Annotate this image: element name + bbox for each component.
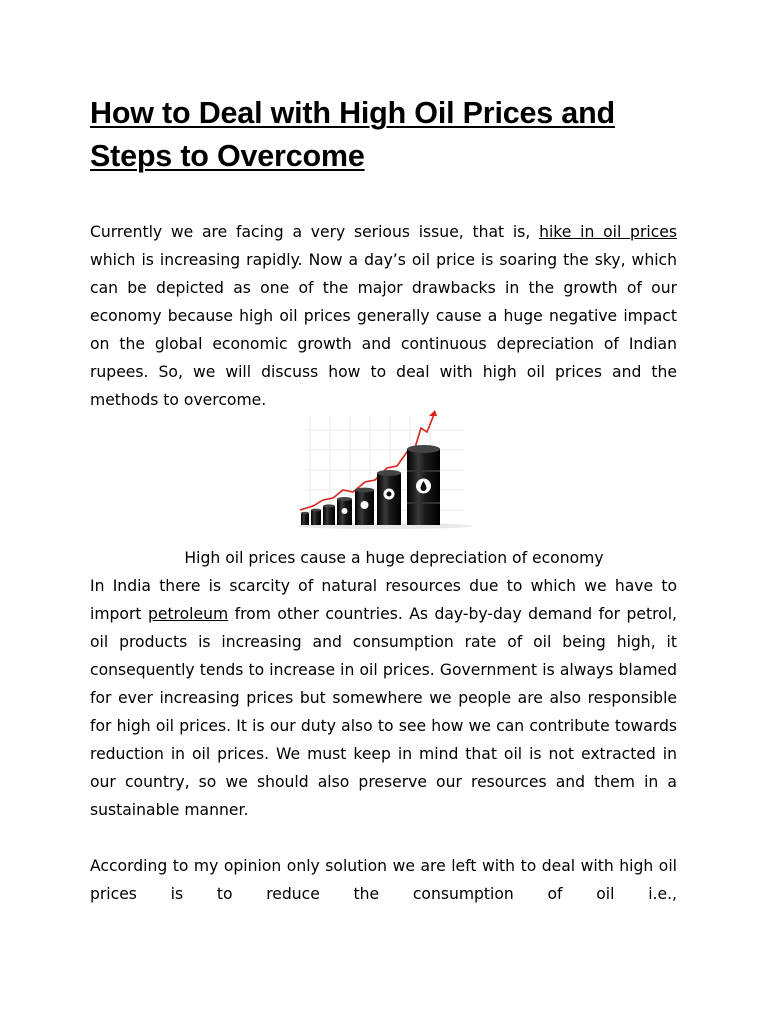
intro-paragraph — [90, 218, 677, 414]
body-paragraph — [90, 572, 677, 824]
barrel-1 — [301, 512, 309, 525]
barrel-2 — [311, 509, 321, 525]
barrel-6 — [377, 470, 401, 525]
oil-barrels-chart-image — [295, 410, 475, 530]
barrel-5 — [355, 488, 374, 525]
figure-caption: High oil prices cause a huge depreciation of economy — [184, 549, 604, 567]
body-text-start: In India there is scarcity of natural resources due to which we have to import — [90, 577, 677, 623]
intro-text-start: Currently we are facing a very serious issue, that is, — [90, 223, 540, 241]
barrel-4 — [337, 497, 352, 525]
barrel-3 — [323, 504, 335, 525]
hike-in-oil-prices-link[interactable]: hike in oil prices — [539, 223, 677, 241]
body-text-end: from other countries. As day-by-day demand for petrol, oil products is increasing and consumption rate of oil being high, it consequently tends to increase in oil prices. Government is always blamed for ever increasing prices but somewhere we people are also responsible for high oil prices. It is our duty also to see how we can contribute towards reduction in oil prices. We must keep in mind that oil is not extracted in our country, so we should also preserve our resources and them in a sustainable manner. — [90, 605, 677, 819]
barrel-7 — [407, 445, 440, 525]
opinion-paragraph: According to my opinion only solution we are left with to deal with high oil prices is to reduce the consumption of oil i.e., — [90, 857, 677, 903]
intro-text-end: which is increasing rapidly. Now a day’s oil price is soaring the sky, which can be depicted as one of the major drawbacks in the growth of our economy because high oil prices generally cause a huge negative impact on the global economic growth and continuous depreciation of Indian rupees. So, we will discuss how to deal with high oil prices and the methods to overcome. — [90, 251, 677, 409]
trend-arrow-head — [429, 410, 437, 416]
petroleum-link[interactable]: petroleum — [147, 605, 229, 623]
page-title: How to Deal with High Oil Prices and Steps to Overcome — [90, 96, 615, 173]
